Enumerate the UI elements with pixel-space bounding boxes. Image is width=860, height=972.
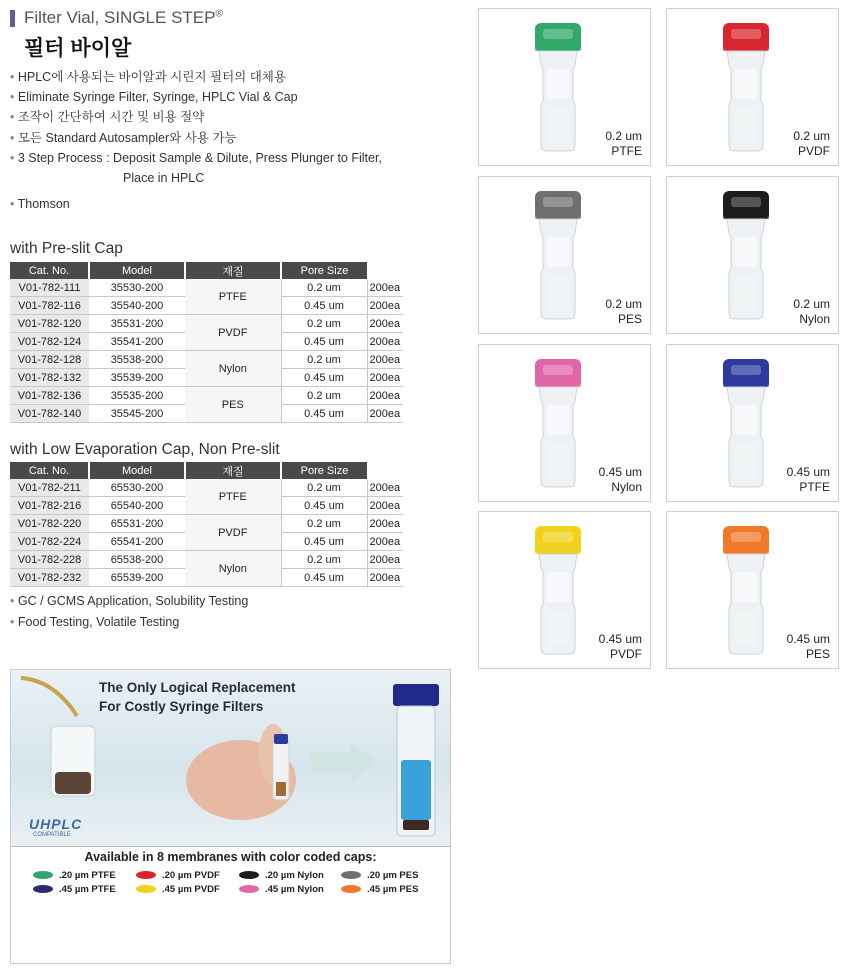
pore-size-cell: 0.45 um	[281, 405, 367, 423]
vial-label	[605, 297, 642, 327]
legend-label: .20 µm PTFE	[59, 870, 116, 881]
pore-size: 0.45 um	[598, 465, 642, 479]
vial-card	[478, 8, 651, 166]
cat-no-cell: V01-782-216	[10, 497, 89, 515]
table-row	[10, 315, 403, 333]
legend-item	[33, 884, 116, 895]
registered-mark: ®	[215, 8, 223, 20]
uhplc-logo: UHPLC	[29, 816, 83, 832]
legend-label: .45 µm PES	[367, 884, 419, 895]
cat-no-cell: V01-782-224	[10, 533, 89, 551]
feature-item: • Eliminate Syringe Filter, Syringe, HPLC Vial & Cap	[10, 87, 382, 107]
pore-size-cell: 0.2 um	[281, 479, 367, 497]
membrane-type: PES	[617, 312, 642, 326]
pore-size-cell: 0.45 um	[281, 497, 367, 515]
material-cell: PTFE	[185, 479, 281, 515]
col-header: Model	[89, 262, 185, 279]
pore-size-cell: 0.45 um	[281, 533, 367, 551]
pore-size: 0.2 um	[793, 129, 830, 143]
model-cell: 35539-200	[89, 369, 185, 387]
legend-item	[341, 870, 418, 881]
pore-size: 0.2 um	[605, 297, 642, 311]
model-cell: 35541-200	[89, 333, 185, 351]
membrane-type: PES	[805, 647, 830, 661]
application-item: • GC / GCMS Application, Solubility Testing	[10, 591, 248, 612]
legend-label: .45 µm PTFE	[59, 884, 116, 895]
quantity-cell: 200ea	[367, 533, 403, 551]
quantity-cell: 200ea	[367, 369, 403, 387]
application-item: • Food Testing, Volatile Testing	[10, 612, 248, 633]
legend-label: .20 µm PVDF	[162, 870, 220, 881]
title-accent-bar	[10, 10, 15, 27]
feature-item: • 조작이 간단하여 시간 및 비용 절약	[10, 107, 382, 127]
quantity-cell: 200ea	[367, 405, 403, 423]
product-title-korean: 필터 바이알	[24, 37, 132, 60]
quantity-cell: 200ea	[367, 551, 403, 569]
quantity-cell: 200ea	[367, 315, 403, 333]
model-cell: 65540-200	[89, 497, 185, 515]
uhplc-logo-sub: COMPATIBLE	[33, 832, 71, 838]
model-cell: 65530-200	[89, 479, 185, 497]
legend-item	[136, 870, 220, 881]
legend-item	[136, 884, 220, 895]
membrane-type: PTFE	[799, 480, 830, 494]
cat-no-cell: V01-782-128	[10, 351, 89, 369]
color-swatch	[341, 885, 361, 893]
cat-no-cell: V01-782-116	[10, 297, 89, 315]
material-cell: PTFE	[185, 279, 281, 315]
table2-title: with Low Evaporation Cap, Non Pre-slit	[10, 441, 280, 458]
feature-item: • 3 Step Process : Deposit Sample & Dilute, Press Plunger to Filter,	[10, 148, 382, 168]
membrane-availability-text: Available in 8 membranes with color coded caps:	[84, 850, 377, 864]
quantity-cell: 200ea	[367, 351, 403, 369]
pore-size: 0.45 um	[598, 632, 642, 646]
color-swatch	[136, 885, 156, 893]
product-title: Filter Vial, SINGLE STEP®	[24, 8, 223, 27]
quantity-cell: 200ea	[367, 279, 403, 297]
quantity-cell: 200ea	[367, 497, 403, 515]
material-cell: Nylon	[185, 551, 281, 587]
membrane-type: PTFE	[611, 144, 642, 158]
vial-label	[605, 129, 642, 159]
quantity-cell: 200ea	[367, 479, 403, 497]
color-swatch	[33, 871, 53, 879]
feature-item-continued: Place in HPLC	[123, 171, 205, 186]
model-cell: 35538-200	[89, 351, 185, 369]
model-cell: 65541-200	[89, 533, 185, 551]
material-cell: PVDF	[185, 315, 281, 351]
cat-no-cell: V01-782-136	[10, 387, 89, 405]
vial-card	[666, 176, 839, 334]
model-cell: 35540-200	[89, 297, 185, 315]
quantity-cell: 200ea	[367, 333, 403, 351]
col-header: Pore Size	[281, 462, 367, 479]
membrane-type: Nylon	[611, 480, 642, 494]
quantity-cell: 200ea	[367, 569, 403, 587]
pore-size-cell: 0.2 um	[281, 351, 367, 369]
cat-no-cell: V01-782-124	[10, 333, 89, 351]
filter-vial-icon	[529, 357, 589, 489]
vial-card	[478, 176, 651, 334]
filter-vial-icon	[529, 524, 589, 656]
filter-vial-icon	[717, 21, 777, 153]
banner-divider	[11, 846, 450, 847]
feature-list	[10, 67, 382, 214]
pore-size: 0.2 um	[605, 129, 642, 143]
pore-size-cell: 0.45 um	[281, 333, 367, 351]
vial-label	[599, 632, 642, 662]
cat-no-cell: V01-782-120	[10, 315, 89, 333]
cat-no-cell: V01-782-228	[10, 551, 89, 569]
legend-label: .20 µm Nylon	[265, 870, 324, 881]
legend-item	[239, 884, 324, 895]
membrane-type: Nylon	[799, 312, 830, 326]
membrane-type: PVDF	[797, 144, 830, 158]
vial-card	[478, 344, 651, 502]
membrane-type: PVDF	[609, 647, 642, 661]
preslit-cap-table	[10, 262, 404, 423]
table-row	[10, 515, 403, 533]
banner-headline: The Only Logical Replacement For Costly Syringe Filters	[99, 680, 296, 714]
pore-size-cell: 0.45 um	[281, 297, 367, 315]
pore-size-cell: 0.45 um	[281, 369, 367, 387]
filter-vial-icon	[717, 357, 777, 489]
col-header: 재질	[185, 262, 281, 279]
vial-card	[478, 511, 651, 669]
model-cell: 35535-200	[89, 387, 185, 405]
filter-vial-icon	[529, 21, 589, 153]
material-cell: PVDF	[185, 515, 281, 551]
promo-banner	[10, 669, 451, 964]
vial-label	[787, 465, 830, 495]
low-evaporation-cap-table	[10, 462, 404, 587]
application-list	[10, 591, 248, 632]
color-swatch	[239, 885, 259, 893]
cat-no-cell: V01-782-232	[10, 569, 89, 587]
brand-name: • Thomson	[10, 194, 382, 214]
color-swatch	[341, 871, 361, 879]
pore-size: 0.45 um	[786, 632, 830, 646]
pore-size-cell: 0.2 um	[281, 551, 367, 569]
legend-item	[239, 870, 324, 881]
material-cell: PES	[185, 387, 281, 423]
color-swatch	[239, 871, 259, 879]
pore-size-cell: 0.2 um	[281, 279, 367, 297]
feature-item: • 모든 Standard Autosampler와 사용 가능	[10, 128, 382, 148]
vial-label	[599, 465, 642, 495]
model-cell: 65538-200	[89, 551, 185, 569]
table1-title: with Pre-slit Cap	[10, 240, 123, 257]
vial-card	[666, 8, 839, 166]
color-swatch	[33, 885, 53, 893]
vial-label	[793, 129, 830, 159]
feature-item: • HPLC에 사용되는 바이알과 시린지 필터의 대체용	[10, 67, 382, 87]
pore-size-cell: 0.2 um	[281, 387, 367, 405]
vial-label	[787, 632, 830, 662]
pore-size: 0.2 um	[793, 297, 830, 311]
table-row	[10, 387, 403, 405]
model-cell: 35545-200	[89, 405, 185, 423]
banner-image	[11, 670, 450, 846]
col-header: 재질	[185, 462, 281, 479]
filter-vial-icon	[717, 524, 777, 656]
quantity-cell: 200ea	[367, 297, 403, 315]
quantity-cell: 200ea	[367, 387, 403, 405]
pore-size: 0.45 um	[786, 465, 830, 479]
cat-no-cell: V01-782-220	[10, 515, 89, 533]
cat-no-cell: V01-782-211	[10, 479, 89, 497]
cat-no-cell: V01-782-132	[10, 369, 89, 387]
legend-label: .45 µm Nylon	[265, 884, 324, 895]
vial-label	[793, 297, 830, 327]
model-cell: 35530-200	[89, 279, 185, 297]
col-header: Cat. No.	[10, 462, 89, 479]
col-header: Cat. No.	[10, 262, 89, 279]
color-swatch	[136, 871, 156, 879]
vial-card	[666, 344, 839, 502]
table-row	[10, 479, 403, 497]
col-header: Pore Size	[281, 262, 367, 279]
quantity-cell: 200ea	[367, 515, 403, 533]
table-row	[10, 279, 403, 297]
pore-size-cell: 0.45 um	[281, 569, 367, 587]
cat-no-cell: V01-782-140	[10, 405, 89, 423]
model-cell: 65539-200	[89, 569, 185, 587]
legend-label: .45 µm PVDF	[162, 884, 220, 895]
legend-item	[33, 870, 116, 881]
filter-vial-icon	[529, 189, 589, 321]
col-header: Model	[89, 462, 185, 479]
filter-vial-icon	[717, 189, 777, 321]
pore-size-cell: 0.2 um	[281, 315, 367, 333]
material-cell: Nylon	[185, 351, 281, 387]
table-row	[10, 551, 403, 569]
model-cell: 35531-200	[89, 315, 185, 333]
table-row	[10, 351, 403, 369]
legend-label: .20 µm PES	[367, 870, 419, 881]
model-cell: 65531-200	[89, 515, 185, 533]
cat-no-cell: V01-782-111	[10, 279, 89, 297]
legend-item	[341, 884, 418, 895]
pore-size-cell: 0.2 um	[281, 515, 367, 533]
vial-card	[666, 511, 839, 669]
